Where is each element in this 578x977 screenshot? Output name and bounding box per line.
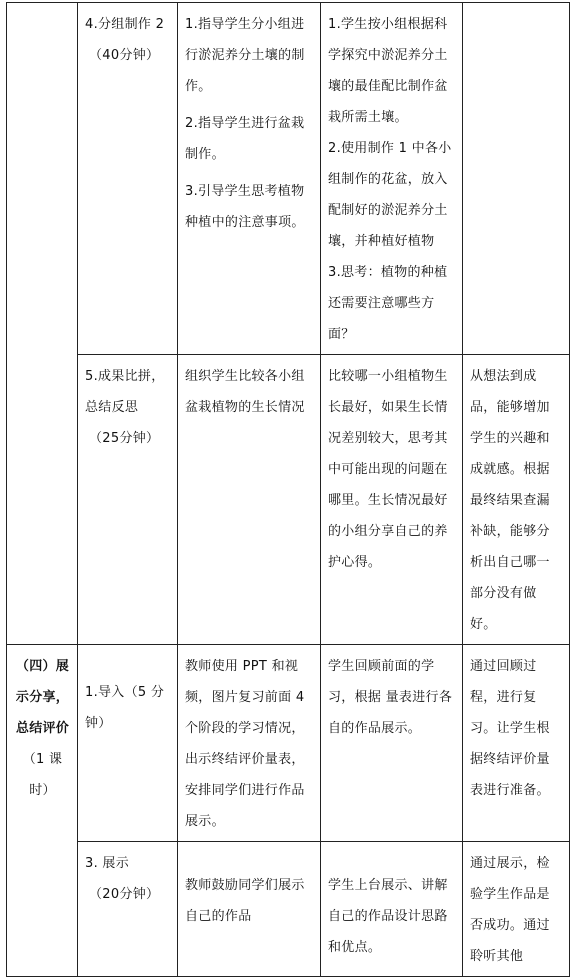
- student-activity-cell: [321, 355, 463, 645]
- student-item: 学生回顾前面的学习，根据 量表进行各自的作品展示。: [328, 659, 453, 736]
- phase-cell: [7, 645, 78, 977]
- design-intent-text: 通过回顾过程，进行复习。让学生根据终结评价量表进行准备。: [470, 659, 550, 798]
- teacher-item: 教师鼓励同学们展示自己的作品: [185, 878, 305, 924]
- phase-hours: （1 课时）: [22, 752, 63, 798]
- student-item: 比较哪一小组植物生长最好，如果生长情况差别较大，思考其中可能出现的问题在哪里。生长情况最好的小组分享自己的养护心得。: [328, 369, 448, 570]
- student-item: 3.思考：植物的种植还需要注意哪些方面？: [328, 265, 448, 342]
- teacher-activity-cell: [178, 842, 321, 977]
- student-item: 学生上台展示、讲解自己的作品设计思路和优点。: [328, 878, 448, 955]
- step-duration: （40分钟）: [89, 48, 160, 63]
- design-intent-text: 从想法到成品，能够增加学生的兴趣和成就感。根据最终结果查漏补缺，能够分析出自己哪一部分没有做好。: [470, 369, 550, 632]
- phase-cell-empty: [7, 3, 78, 645]
- teacher-activity-cell: [178, 645, 321, 842]
- table-row: [7, 645, 570, 842]
- teacher-item: 2.指导学生进行盆栽制作。: [185, 116, 305, 162]
- lesson-plan-table: [6, 2, 570, 977]
- table-row: [7, 3, 570, 355]
- student-activity-cell: [321, 645, 463, 842]
- student-activity-cell: [321, 3, 463, 355]
- teacher-item: 3.引导学生思考植物种植中的注意事项。: [185, 184, 305, 230]
- step-name: 5.成果比拼，总结反思: [85, 369, 165, 415]
- design-intent-cell: [463, 842, 570, 977]
- student-item: 2.使用制作 1 中各小组制作的花盆，放入配制好的淤泥养分土壤，并种植好植物: [328, 141, 452, 249]
- teacher-activity-cell: [178, 3, 321, 355]
- design-intent-cell: [463, 355, 570, 645]
- table-row: [7, 355, 570, 645]
- design-intent-cell: [463, 3, 570, 355]
- student-item: 1.学生按小组根据科学探究中淤泥养分土壤的最佳配比制作盆栽所需土壤。: [328, 17, 448, 125]
- step-duration: （25分钟）: [89, 431, 160, 446]
- phase-title: （四）展示分享，总结评价: [15, 659, 70, 736]
- teacher-activity-cell: [178, 355, 321, 645]
- teacher-item: 1.指导学生分小组进行淤泥养分土壤的制作。: [185, 17, 305, 94]
- step-cell: [78, 3, 178, 355]
- design-intent-text: 通过展示，检验学生作品是否成功。通过聆听其他: [470, 856, 550, 964]
- step-name: 3. 展示: [85, 856, 130, 871]
- step-name: 4.分组制作 2: [85, 17, 165, 32]
- teacher-item: 组织学生比较各小组盆栽植物的生长情况: [185, 369, 305, 415]
- teacher-item: 教师使用 PPT 和视频，图片复习前面 4 个阶段的学习情况，出示终结评价量表，安排同学们进行作品展示。: [185, 659, 305, 829]
- step-cell: [78, 645, 178, 842]
- step-cell: [78, 355, 178, 645]
- step-cell: [78, 842, 178, 977]
- step-name: 1.导入（5 分钟）: [85, 685, 165, 731]
- table-row: [7, 842, 570, 977]
- design-intent-cell: [463, 645, 570, 842]
- student-activity-cell: [321, 842, 463, 977]
- step-duration: （20分钟）: [89, 887, 160, 902]
